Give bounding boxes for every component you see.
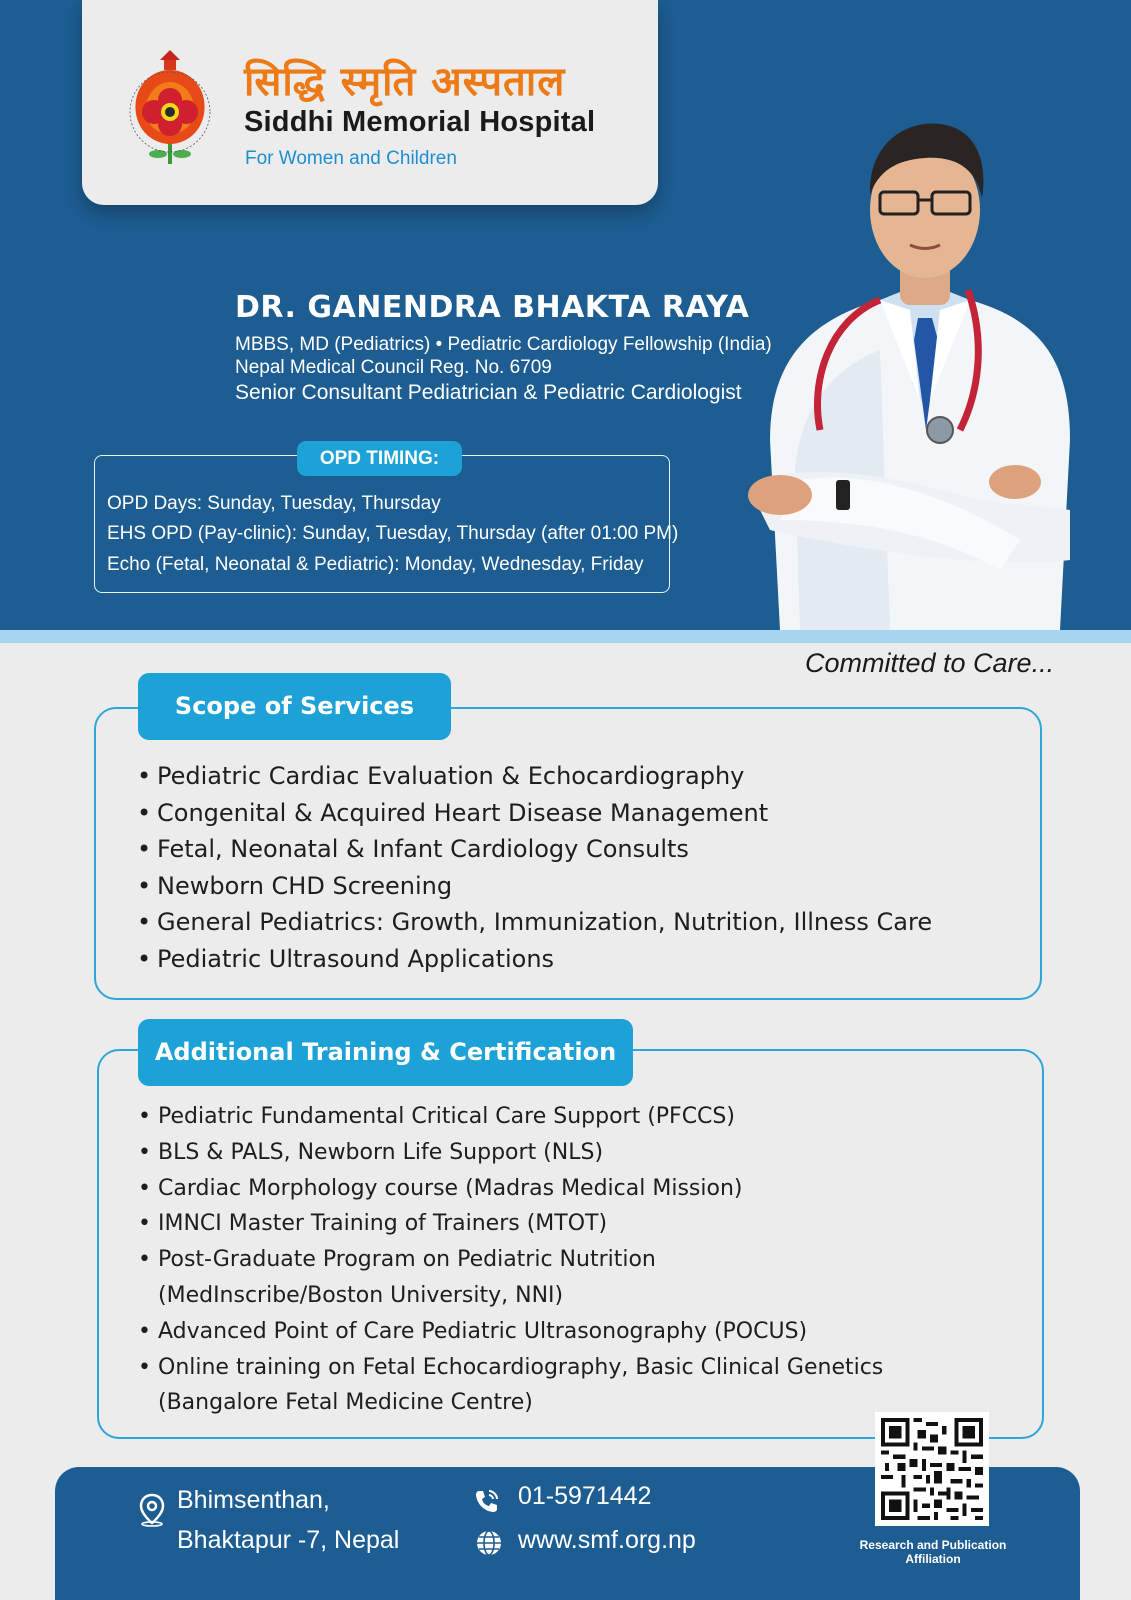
location-pin-icon	[139, 1493, 165, 1527]
header-stripe	[0, 630, 1131, 643]
doctor-photo	[740, 110, 1110, 630]
list-item: • IMNCI Master Training of Trainers (MTOT)	[138, 1206, 883, 1242]
qr-code[interactable]	[875, 1412, 989, 1526]
address-line-1: Bhimsenthan,	[177, 1486, 330, 1514]
website-link[interactable]: www.smf.org.np	[518, 1526, 696, 1554]
doctor-qualifications: MBBS, MD (Pediatrics) • Pediatric Cardiology Fellowship (India)	[235, 334, 772, 355]
list-item: • Post-Graduate Program on Pediatric Nutrition (MedInscribe/Boston University, NNI)	[138, 1242, 883, 1314]
committed-to-care-tagline: Committed to Care...	[805, 648, 1055, 678]
training-list	[138, 1099, 883, 1421]
hospital-logo-card	[82, 0, 658, 205]
training-heading: Additional Training & Certification	[138, 1019, 633, 1086]
list-item: • Online training on Fetal Echocardiography, Basic Clinical Genetics (Bangalore Fetal Medicine Centre)	[138, 1350, 883, 1422]
qr-code-icon	[881, 1418, 983, 1520]
services-list	[137, 758, 932, 978]
phone-number[interactable]: 01-5971442	[518, 1482, 652, 1510]
list-item: • General Pediatrics: Growth, Immunization, Nutrition, Illness Care	[137, 904, 932, 941]
list-item: • Cardiac Morphology course (Madras Medical Mission)	[138, 1171, 883, 1207]
list-item: • Pediatric Fundamental Critical Care Support (PFCCS)	[138, 1099, 883, 1135]
doctor-registration: Nepal Medical Council Reg. No. 6709	[235, 357, 552, 378]
list-item: • Pediatric Ultrasound Applications	[137, 941, 932, 978]
doctor-title: Senior Consultant Pediatrician & Pediatric Cardiologist	[235, 381, 742, 404]
list-item: • Fetal, Neonatal & Infant Cardiology Consults	[137, 831, 932, 868]
opd-line: OPD Days: Sunday, Tuesday, Thursday	[107, 493, 441, 514]
opd-line: EHS OPD (Pay-clinic): Sunday, Tuesday, Thursday (after 01:00 PM)	[107, 523, 679, 544]
services-heading: Scope of Services	[138, 673, 451, 740]
list-item: • BLS & PALS, Newborn Life Support (NLS)	[138, 1135, 883, 1171]
phone-icon	[473, 1487, 501, 1515]
opd-timing-heading: OPD TIMING:	[297, 441, 462, 476]
doctor-name: DR. GANENDRA BHAKTA RAYA	[235, 290, 750, 325]
hospital-name: Siddhi Memorial Hospital	[244, 106, 596, 138]
hospital-name-nepali: सिद्धि स्मृति अस्पताल	[244, 59, 566, 105]
hospital-emblem-icon	[128, 48, 212, 174]
list-item: • Advanced Point of Care Pediatric Ultrasonography (POCUS)	[138, 1314, 883, 1350]
address-line-2: Bhaktapur -7, Nepal	[177, 1526, 400, 1554]
opd-line: Echo (Fetal, Neonatal & Pediatric): Monday, Wednesday, Friday	[107, 554, 644, 575]
hospital-tagline: For Women and Children	[245, 148, 457, 169]
list-item: • Pediatric Cardiac Evaluation & Echocardiography	[137, 758, 932, 795]
globe-icon	[475, 1529, 503, 1557]
list-item: • Newborn CHD Screening	[137, 868, 932, 905]
qr-caption: Research and Publication Affiliation	[859, 1538, 1007, 1566]
list-item: • Congenital & Acquired Heart Disease Management	[137, 795, 932, 832]
